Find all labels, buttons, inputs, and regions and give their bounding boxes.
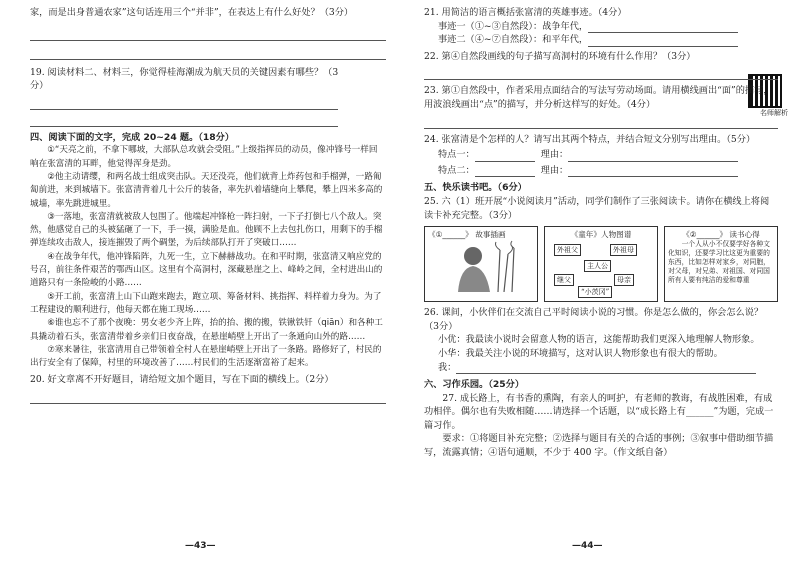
q20: 20. 好文章离不开好题目，请给短文加个题目，写在下面的横线上。（2分） [30, 374, 334, 386]
story-para-7: ⑦寒来暑往，张富清用自己带领着全村人在悬崖峭壁上开出了一条路。路修好了，村民的出行安全有了保障，村里的环境改善了……村民们的生活逐渐富裕了起来。 [30, 344, 382, 369]
answer-line[interactable] [475, 161, 535, 162]
node-grandfather: 外祖父 [554, 244, 581, 256]
reading-cards [424, 226, 778, 302]
story-para-4: ④在战争年代，他冲锋陷阵，九死一生，立下赫赫战功。在和平时期，张富清又响应党的号召，前往条件艰苦的鄂西山区。这里有个高洞村，深藏悬崖之上、峰岭之间，全村进出山的道路只有一条险峻的小路…… [30, 251, 383, 289]
answer-line[interactable] [30, 389, 386, 404]
answer-line[interactable] [30, 112, 338, 127]
node-protagonist: 主人公 [584, 260, 611, 272]
reading-card-illustration [424, 226, 538, 302]
q26-xiaoyou: 小优：我最读小说时会留意人物的语言，这能帮助我们更深入地理解人物形象。 [438, 334, 760, 346]
answer-line[interactable] [30, 45, 386, 60]
node-grandmother: 外祖母 [610, 244, 637, 256]
farmer-illustration-icon [428, 240, 528, 292]
story-para-2: ②他主动请缨，和两名战士组成突击队。天还没亮，他们就背上炸药包和手榴弹，一路匍匐前进，来到城墙下。张富清背着几十公斤的装备，率先扒着墙缝向上攀爬，攀上四米多高的城墙，率先跳进城里。 [30, 171, 383, 209]
story-para-3: ③一落地，张富清就被敌人包围了。他端起冲锋枪一阵扫射，一下子打倒七八个敌人。突然，他感觉自己的头被猛砸了一下，手一摸，满脸是血。他顾不上去包扎伤口，用剩下的手榴弹连续攻击敌人，接连摧毁了两个碉堡，为后续部队打开了突破口…… [30, 211, 383, 249]
reading-card-character-map [544, 226, 658, 302]
q27: 27. 成长路上，有书香的熏陶，有亲人的呵护，有老师的教诲，有战胜困难，有成功相伴。偶尔也有失败相随……请选择一个话题，以“成长路上有______”为题，完成一篇习作。 [424, 392, 774, 431]
q26-me-label: 我： [438, 361, 457, 373]
answer-line[interactable] [568, 176, 738, 177]
answer-line[interactable] [424, 65, 778, 80]
q21-label-1: 事迹一（①~③自然段）：战争年代， [438, 20, 589, 32]
answer-line[interactable] [588, 46, 738, 47]
node-mother: 母亲 [614, 274, 634, 286]
card-2-title: 《童年》人物图谱 [570, 230, 632, 240]
page-number-43: —43— [185, 541, 216, 552]
page-number-44: —44— [572, 541, 603, 552]
node-gypsy: “小茨冈” [578, 286, 612, 298]
q24-reason-1-label: 理由： [540, 149, 569, 161]
q24-trait-1-label: 特点一： [438, 149, 475, 161]
q21-item-1 [424, 20, 778, 34]
q26: 26. 课间，小伙伴们在交流自己平时阅读小说的习惯。你是怎么做的，你会怎么说？（3分） [424, 307, 764, 332]
answer-line[interactable] [568, 161, 738, 162]
card-1-title: 《①______》 故事插画 [428, 230, 506, 240]
answer-line[interactable] [424, 114, 778, 129]
q24-trait-2-label: 特点二： [438, 164, 475, 176]
section-5-heading: 五、快乐读书吧。（6分） [424, 182, 527, 194]
section-6-heading: 六、习作乐园。（25分） [424, 379, 525, 391]
q24: 24. 张富清是个怎样的人？请写出其两个特点，并结合短文分别写出理由。（5分） [424, 133, 756, 145]
q27-requirements: 要求：①将题目补充完整；②选择与题目有关的合适的事例；③叙事中借助细节描写，流露真情；④语句通顺，不少于 400 字。（作文纸自备） [424, 433, 774, 459]
q22: 22. 第④自然段画线的句子描写高洞村的环境有什么作用？（3分） [424, 50, 696, 62]
qr-label: 名师解析 [760, 109, 788, 117]
q24-row-2 [424, 164, 778, 178]
q21-item-2 [424, 33, 778, 47]
answer-line[interactable] [475, 176, 535, 177]
story-para-1: ①“天亮之前，不拿下哪坡，大部队总攻就会受阻。”上级指挥员的动员，像冲锋号一样回响在张富清的耳畔，他觉得浑身是劲。 [30, 145, 378, 169]
q19: 19. 阅读材料二、材料三，你觉得桂海潮成为航天员的关键因素有哪些？（3分） [30, 66, 339, 92]
story-para-5: ⑤开工前，张富清上山下山跑来跑去，跑立项、筹备材料、挑指挥、料样着力身为。为了工程建设的顺利进行，他每天都在施工现场…… [30, 291, 382, 315]
answer-line[interactable] [30, 26, 386, 41]
q26-xiaohua: 小华：我最关注小说的环境描写，这对认识人物形象也有很大的帮助。 [438, 347, 723, 359]
section-4-heading: 四、阅读下面的文字，完成 20~24 题。（18分） [30, 131, 235, 143]
story-text [30, 144, 386, 370]
answer-line[interactable] [30, 95, 338, 110]
q24-reason-2-label: 理由： [540, 164, 569, 176]
character-map [548, 240, 654, 298]
right-page [400, 0, 800, 566]
card-3-text: 一个人从小不仅要学好各种文化知识，还要学习比这更为重要的东西，比如怎样对家乡，对同胞，对父母，对兄弟、对祖国、对同国所有人要有纯洁的爱和尊重 [668, 240, 770, 285]
card-3-title: 《②______》 读书心得 [682, 230, 760, 240]
node-stepfather: 继父 [554, 274, 574, 286]
answer-line[interactable] [456, 373, 756, 374]
reading-card-reflection [664, 226, 778, 302]
story-para-6: ⑥谁也忘不了那个夜晚：男女老少齐上阵，抬的抬、搬的搬，铁锹铁钎（qiān）和各种工具撬动着石头，张富清带着乡亲们日夜奋战，在悬崖峭壁上开出了一条通向山外的路…… [30, 318, 383, 342]
q21-label-2: 事迹二（④~⑦自然段）：和平年代， [438, 34, 589, 46]
q18-tail: 家，而是出身普通农家”这句话连用三个“并非”，在表达上有什么好处？（3分） [30, 7, 354, 18]
q24-row-1 [424, 148, 778, 162]
q26-me [424, 361, 778, 375]
q23: 23. 第①自然段中，作者采用点面结合的写法写劳动场面。请用横线画出“面”的描写，用波浪线画出“点”的描写，并分析这样写的好处。（4分） [424, 85, 773, 110]
q21: 21. 用简洁的语言概括张富清的英雄事迹。（4分） [424, 7, 627, 18]
q25: 25. 六（1）班开展“小说阅读月”活动，同学们制作了三张阅读卡。请你在横线上将阅读卡补充完整。（3分） [424, 195, 770, 221]
